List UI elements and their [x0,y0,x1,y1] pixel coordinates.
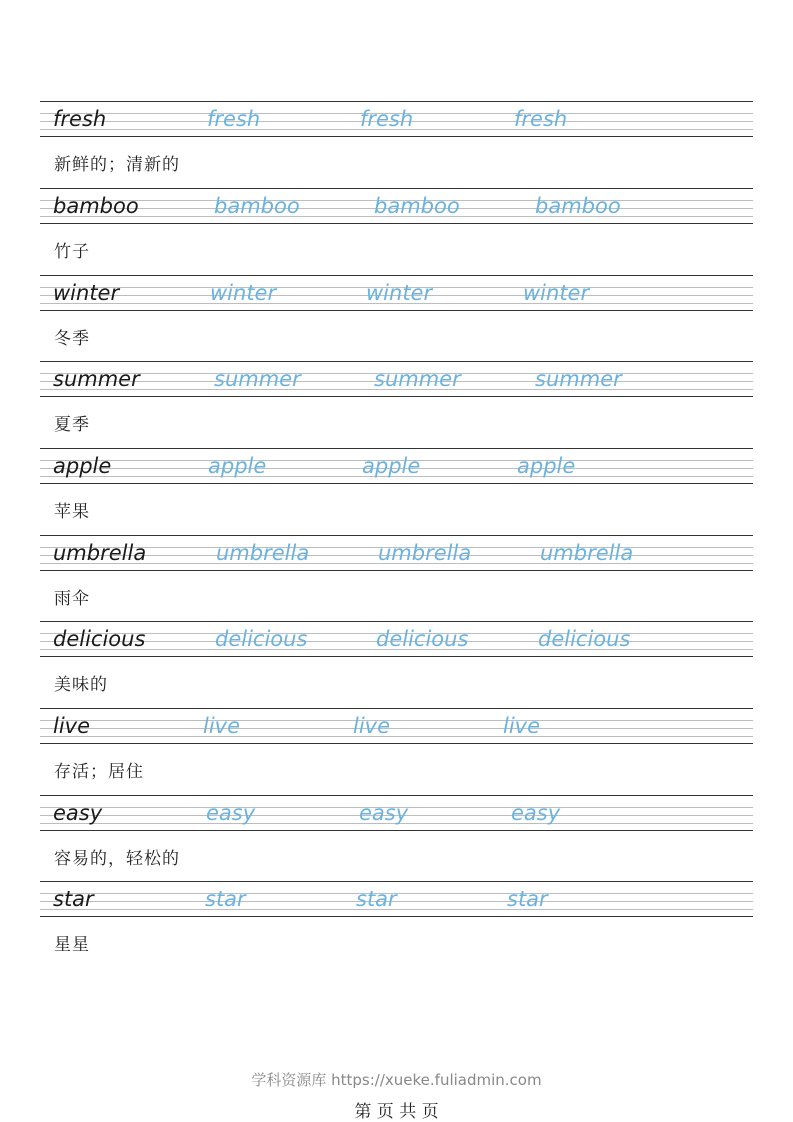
vocab-word: easy [53,801,103,825]
vocab-word: bamboo [53,194,139,218]
trace-word: star [507,887,548,911]
entry-row [40,275,753,362]
writing-lines [40,101,753,137]
vocab-word: summer [53,367,140,391]
vocab-word: star [53,887,94,911]
vocab-word: apple [53,454,112,478]
trace-word: fresh [514,107,568,131]
trace-word: apple [208,454,267,478]
trace-word: summer [374,367,461,391]
entry-row [40,101,753,188]
word-meaning: 冬季 [54,329,90,349]
writing-lines [40,795,753,831]
entry-row [40,708,753,795]
word-meaning: 夏季 [54,415,90,435]
trace-word: bamboo [535,194,621,218]
trace-word: live [203,714,241,738]
vocab-word: fresh [53,107,107,131]
word-meaning: 新鲜的；清新的 [54,155,180,175]
word-meaning: 容易的，轻松的 [54,849,180,869]
word-meaning: 星星 [54,935,90,955]
writing-lines [40,621,753,657]
entry-row [40,795,753,882]
vocab-word: winter [53,281,120,305]
trace-word: fresh [207,107,261,131]
trace-word: bamboo [214,194,300,218]
entry-row [40,881,753,968]
writing-lines [40,361,753,397]
writing-lines [40,708,753,744]
trace-word: star [356,887,397,911]
trace-word: bamboo [374,194,460,218]
entry-row [40,448,753,535]
trace-word: winter [523,281,590,305]
trace-word: easy [359,801,409,825]
trace-word: easy [206,801,256,825]
guide-line [40,728,753,729]
entry-row [40,535,753,622]
trace-word: delicious [215,627,308,651]
trace-word: winter [210,281,277,305]
trace-word: summer [214,367,301,391]
trace-word: apple [362,454,421,478]
trace-word: delicious [376,627,469,651]
trace-word: live [503,714,541,738]
writing-lines [40,535,753,571]
word-meaning: 雨伞 [54,589,90,609]
trace-word: delicious [538,627,631,651]
writing-lines [40,275,753,311]
trace-word: umbrella [378,541,472,565]
trace-word: apple [517,454,576,478]
writing-lines [40,188,753,224]
word-meaning: 竹子 [54,242,90,262]
vocab-word: umbrella [53,541,147,565]
vocab-word: delicious [53,627,146,651]
guide-line [40,720,753,721]
trace-word: easy [511,801,561,825]
trace-word: live [353,714,391,738]
writing-lines [40,881,753,917]
trace-word: umbrella [540,541,634,565]
entry-row [40,361,753,448]
trace-word: star [205,887,246,911]
trace-word: fresh [360,107,414,131]
entry-row [40,621,753,708]
vocab-word: live [53,714,91,738]
word-meaning: 苹果 [54,502,90,522]
trace-word: winter [366,281,433,305]
trace-word: summer [535,367,622,391]
guide-line [40,736,753,737]
word-meaning: 美味的 [54,675,108,695]
source-watermark: 学科资源库 https://xueke.fuliadmin.com [251,1071,542,1089]
word-meaning: 存活；居住 [54,762,144,782]
entry-row [40,188,753,275]
writing-lines [40,448,753,484]
trace-word: umbrella [216,541,310,565]
page-number-label: 第 页 共 页 [354,1102,439,1122]
